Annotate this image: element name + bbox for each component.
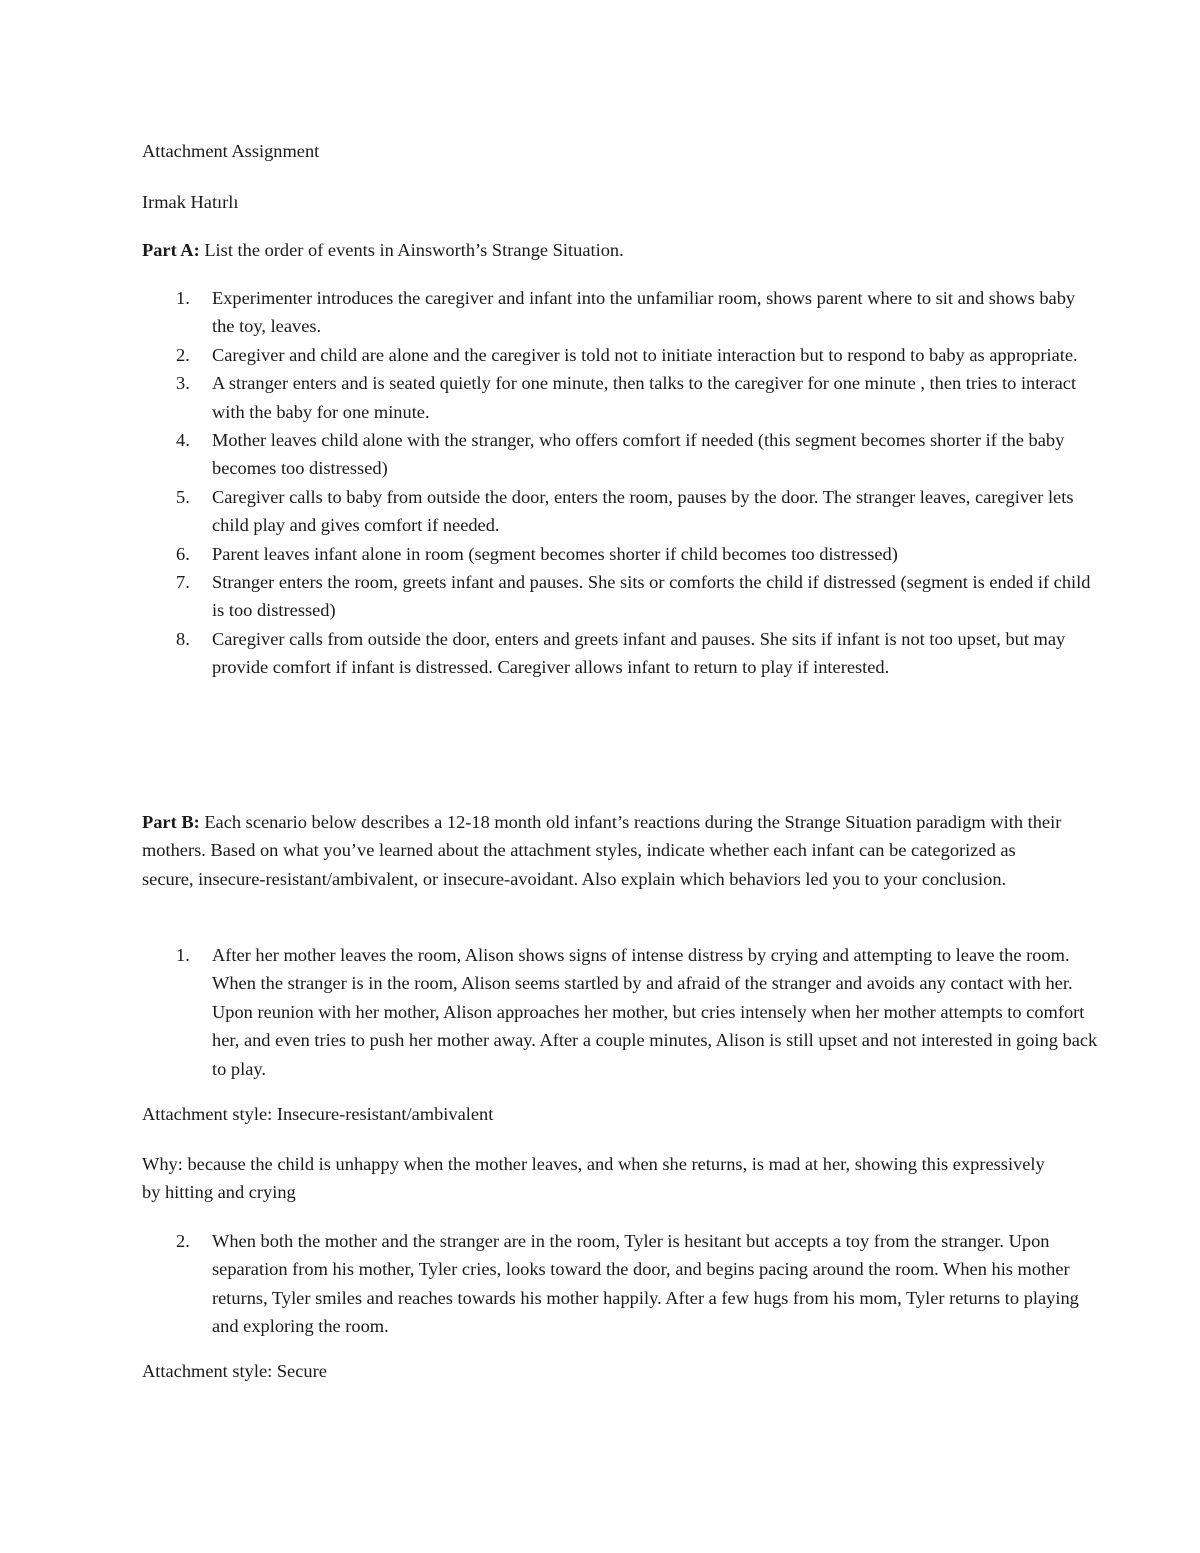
attachment-style-2: Attachment style: Secure	[142, 1361, 327, 1381]
list-item: 1. Experimenter introduces the caregiver and infant into the unfamiliar room, shows parent where to sit and shows baby the toy, leaves.	[176, 288, 1076, 337]
part-b-label: Part B:	[142, 812, 200, 832]
document-title: Attachment Assignment	[142, 141, 320, 161]
strange-situation-event-list	[142, 284, 1102, 682]
list-item: 8. Caregiver calls from outside the door, enters and greets infant and pauses. She sits if infant is not too upset, but may provide comfort if infant is distressed. Caregiver allows infant to return to play if interested.	[176, 628, 1066, 678]
part-a-heading	[142, 240, 624, 261]
scenario-1	[142, 941, 1102, 1083]
part-b-prompt: Each scenario below describes a 12-18 month old infant’s reactions during the Strange Situation paradigm with their mothers. Based on what you’ve learned about the attachment styles, indicate whether each infant can be categorized as secure, insecure-resistant/ambivalent, or insecure-avoidant. Also explain which behaviors led you to your conclusion.	[142, 812, 1062, 889]
list-item: 4. Mother leaves child alone with the stranger, who offers comfort if needed (this segment becomes shorter if the baby becomes too distressed)	[176, 430, 1065, 479]
list-item: 2. Caregiver and child are alone and the caregiver is told not to initiate interaction but to respond to baby as appropriate.	[176, 344, 1078, 365]
part-a-label: Part A:	[142, 240, 200, 260]
scenario-2	[142, 1227, 1102, 1341]
attachment-style-1: Attachment style: Insecure-resistant/ambivalent	[142, 1104, 494, 1124]
list-item: 2. When both the mother and the stranger are in the room, Tyler is hesitant but accepts a toy from the stranger. Upon separation from his mother, Tyler cries, looks toward the door, and begins pacing around the room. When his mother returns, Tyler smiles and reaches towards his mother happily. After a few hugs from his mom, Tyler returns to playing and exploring the room.	[176, 1231, 1079, 1337]
list-item: 1. After her mother leaves the room, Alison shows signs of intense distress by crying and attempting to leave the room. When the stranger is in the room, Alison seems startled by and afraid of the stranger and avoids any contact with her. Upon reunion with her mother, Alison approaches her mother, but cries intensely when her mother attempts to comfort her, and even tries to push her mother away. After a couple minutes, Alison is still upset and not interested in going back to play.	[176, 945, 1098, 1079]
why-1: Why: because the child is unhappy when the mother leaves, and when she returns, is mad at her, showing this expressively by hitting and crying	[142, 1154, 1045, 1203]
author-name: Irmak Hatırlı	[142, 192, 239, 212]
list-item: 5. Caregiver calls to baby from outside the door, enters the room, pauses by the door. The stranger leaves, caregiver lets child play and gives comfort if needed.	[176, 486, 1074, 536]
part-b-intro	[142, 808, 1067, 893]
list-item: 6. Parent leaves infant alone in room (segment becomes shorter if child becomes too distressed)	[176, 543, 898, 564]
part-a-prompt: List the order of events in Ainsworth’s Strange Situation.	[204, 240, 624, 260]
list-item: 7. Stranger enters the room, greets infant and pauses. She sits or comforts the child if distressed (segment is ended if child is too distressed)	[176, 572, 1091, 621]
list-item: 3. A stranger enters and is seated quietly for one minute, then talks to the caregiver for one minute , then tries to interact with the baby for one minute.	[176, 373, 1077, 422]
